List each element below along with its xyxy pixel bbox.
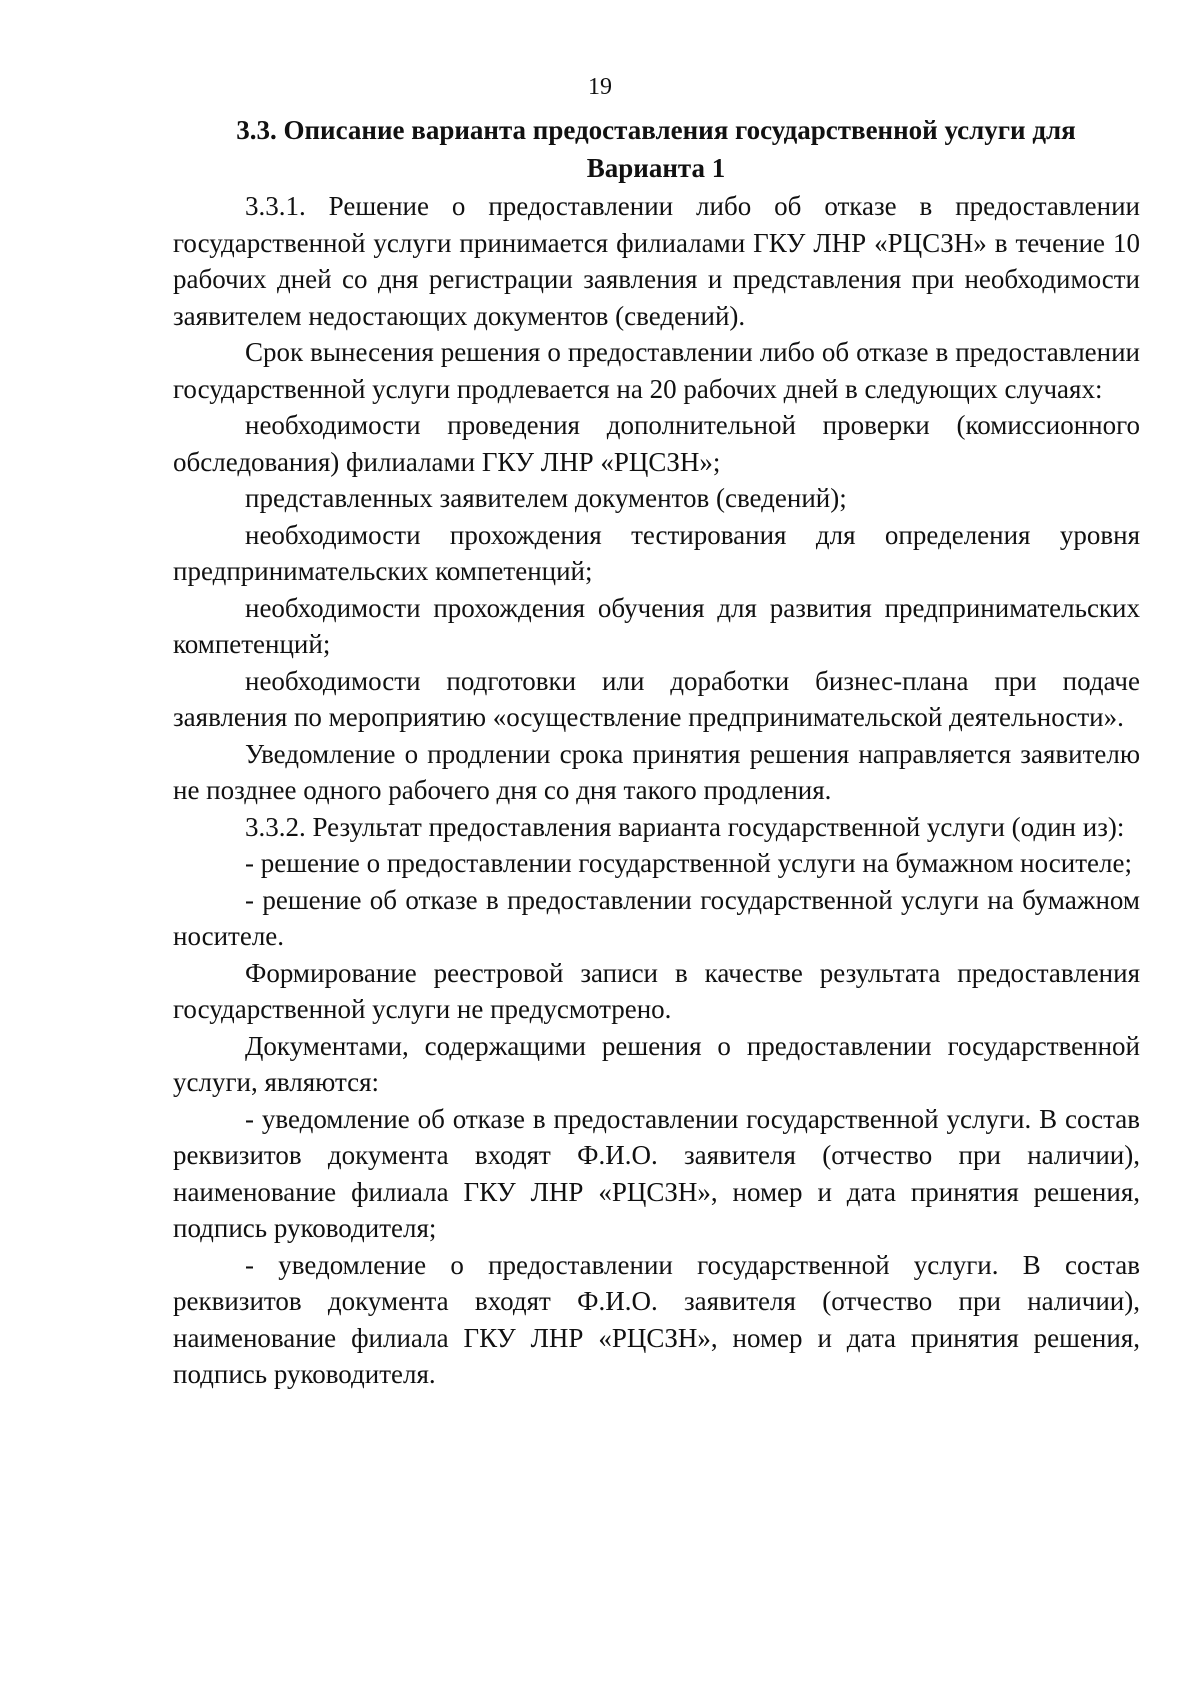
paragraph-3-3-1: 3.3.1. Решение о предоставлении либо об отказе в предоставлении государственной услуги принимается филиалами ГКУ ЛНР «РЦСЗН» в течение 10 рабочих дней со дня регистрации заявления и представления при необходимости заявителем недостающих документов (сведений). <box>173 191 1140 331</box>
paragraph-decision-documents: Документами, содержащими решения о предоставлении государственной услуги, являются: <box>173 1030 1140 1097</box>
page-number: 19 <box>588 74 612 100</box>
paragraph-extension-notice: Уведомление о продлении срока принятия решения направляется заявителю не позднее одного рабочего дня со дня такого продления. <box>173 738 1140 805</box>
list-item-negative-decision: - решение об отказе в предоставлении государственной услуги на бумажном носителе. <box>173 884 1140 951</box>
section-heading <box>172 111 1140 187</box>
paragraph-case-training: необходимости прохождения обучения для развития предпринимательских компетенций; <box>173 592 1140 659</box>
list-item-positive-decision: - решение о предоставлении государственной услуги на бумажном носителе; <box>245 848 1132 878</box>
paragraph-3-3-2: 3.3.2. Результат предоставления варианта государственной услуги (один из): <box>245 811 1125 842</box>
paragraph-case-business-plan: необходимости подготовки или доработки бизнес-плана при подаче заявления по мероприятию «осуществление предпринимательской деятельности». <box>173 665 1140 732</box>
section-heading-line-2: Варианта 1 <box>586 153 726 183</box>
paragraph-case-submitted-documents: представленных заявителем документов (сведений); <box>245 483 847 513</box>
section-heading-line-1: 3.3. Описание варианта предоставления государственной услуги для <box>236 115 1076 145</box>
list-item-refusal-notice: - уведомление об отказе в предоставлении государственной услуги. В состав реквизитов документа входят Ф.И.О. заявителя (отчество при наличии), наименование филиала ГКУ ЛНР «РЦСЗН», номер и дата принятия решения, подпись руководителя; <box>173 1103 1140 1243</box>
paragraph-extension-period: Срок вынесения решения о предоставлении либо об отказе в предоставлении государственной услуги продлевается на 20 рабочих дней в следующих случаях: <box>173 337 1140 404</box>
list-item-approval-notice: - уведомление о предоставлении государственной услуги. В состав реквизитов документа входят Ф.И.О. заявителя (отчество при наличии), наименование филиала ГКУ ЛНР «РЦСЗН», номер и дата принятия решения, подпись руководителя. <box>173 1249 1140 1389</box>
paragraph-case-testing: необходимости прохождения тестирования для определения уровня предпринимательских компетенций; <box>173 519 1140 586</box>
document-body <box>173 188 1140 1393</box>
paragraph-case-additional-check: необходимости проведения дополнительной проверки (комиссионного обследования) филиалами ГКУ ЛНР «РЦСЗН»; <box>173 410 1140 477</box>
paragraph-registry-record: Формирование реестровой записи в качестве результата предоставления государственной услуги не предусмотрено. <box>173 957 1140 1024</box>
